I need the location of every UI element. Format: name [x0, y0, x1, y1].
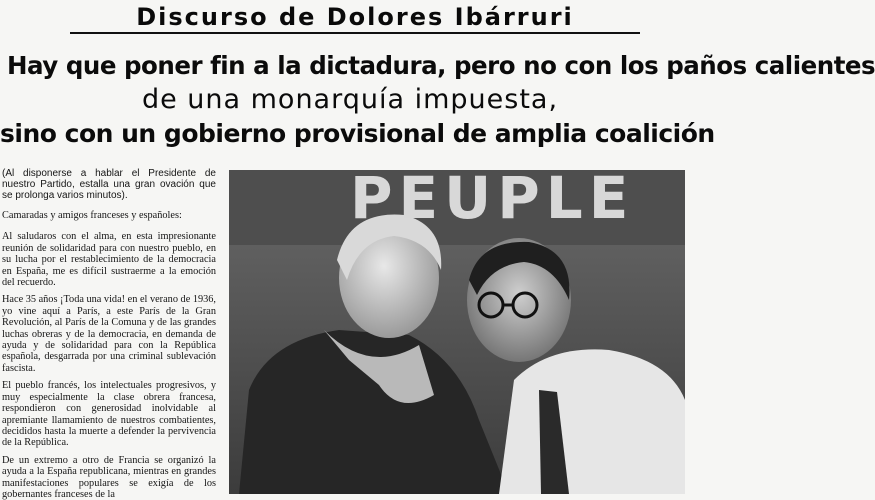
- headline-line-1: Hay que poner fin a la dictadura, pero no con los paños calientes: [7, 51, 875, 80]
- article-paragraph: De un extremo a otro de Francia se organizó la ayuda a la España republicana, mientras en grandes manifestaciones populares se exigía de los gobernantes franceses de la: [2, 454, 216, 500]
- section-kicker: Discurso de Dolores Ibárruri: [136, 3, 574, 31]
- article-paragraph: Hace 35 años ¡Toda una vida! en el verano de 1936, yo vine aquí a París, a este París de la Gran Revolución, al París de la Comuna y de las grandes luchas obreras y de la democracia, en demanda de ayuda y de solidaridad para con la República española, desgarrada por una criminal sublevación fascista.: [2, 294, 217, 374]
- headline-line-2: de una monarquía impuesta,: [141, 84, 559, 115]
- article-column: [2, 168, 217, 500]
- article-salutation: Camaradas y amigos franceses y españoles:: [2, 210, 182, 221]
- headline-line-3: sino con un gobierno provisional de amplia coalición: [0, 119, 715, 148]
- banner-text: PEUPLE: [350, 164, 635, 232]
- article-intro: (Al disponerse a hablar el Presidente de nuestro Partido, estalla una gran ovación que se prolonga varios minutos).: [2, 168, 216, 201]
- article-paragraph: Al saludaros con el alma, en esta impresionante reunión de solidaridad para con nuestro pueblo, en su lucha por el restablecimiento de la democracia en España, me es difícil sustraerme a la emoción del recuerdo.: [2, 231, 216, 289]
- kicker-rule: [70, 32, 640, 34]
- headline: [0, 48, 875, 152]
- article-paragraph: El pueblo francés, los intelectuales progresivos, y muy especialmente la clase obrera francesa, respondieron con generosidad inolvidable al apremiante llamamiento de nuestros combatientes, decididos hasta la muerte a defender la pervivencia de la República.: [2, 380, 216, 449]
